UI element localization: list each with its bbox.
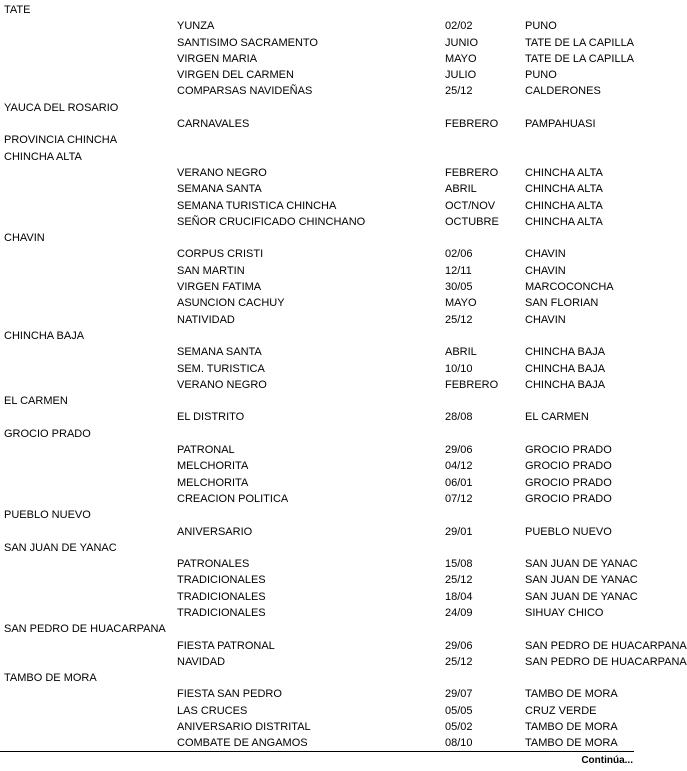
- festival-row: [0, 35, 645, 51]
- festival-row: [0, 83, 645, 99]
- festival-location: CHINCHA BAJA: [525, 378, 606, 391]
- festival-date: 15/08: [445, 558, 473, 571]
- festival-location: CHINCHA ALTA: [525, 183, 603, 196]
- festival-name: TRADICIONALES: [177, 574, 266, 587]
- festival-name: FIESTA SAN PEDRO: [177, 688, 282, 701]
- festival-row: [0, 572, 645, 588]
- festival-location: TATE DE LA CAPILLA: [525, 52, 635, 65]
- festival-location: PUEBLO NUEVO: [525, 525, 612, 538]
- festival-date: OCT/NOV: [445, 199, 496, 212]
- district-name: CHINCHA ALTA: [4, 150, 82, 163]
- festival-name: COMPARSAS NAVIDEÑAS: [177, 85, 313, 98]
- festival-row: [0, 361, 645, 377]
- festival-date: ABRIL: [445, 183, 477, 196]
- festival-date: 29/01: [445, 525, 473, 538]
- festival-date: FEBRERO: [445, 118, 499, 131]
- festival-date: 30/05: [445, 281, 473, 294]
- festival-name: SEMANA SANTA: [177, 183, 262, 196]
- festival-name: COMBATE DE ANGAMOS: [177, 737, 308, 750]
- festival-date: 06/01: [445, 476, 473, 489]
- festival-location: SAN JUAN DE YANAC: [525, 590, 638, 603]
- festival-location: SIHUAY CHICO: [525, 606, 604, 619]
- festival-row: [0, 654, 687, 670]
- festival-location: SAN JUAN DE YANAC: [525, 574, 638, 587]
- festival-location: SAN PEDRO DE HUACARPANA: [525, 639, 687, 652]
- district-header-row: [0, 621, 645, 637]
- festival-date: 07/12: [445, 492, 473, 505]
- festival-row: [0, 458, 645, 474]
- festival-name: CORPUS CRISTI: [177, 248, 264, 261]
- festival-location: TAMBO DE MORA: [525, 721, 618, 734]
- district-header-row: [0, 328, 645, 344]
- festival-date: MAYO: [445, 52, 477, 65]
- festival-date: 05/05: [445, 704, 473, 717]
- festival-row: [0, 246, 645, 262]
- festival-row: [0, 181, 645, 197]
- festival-location: CHINCHA BAJA: [525, 362, 606, 375]
- district-name: PUEBLO NUEVO: [4, 509, 91, 522]
- festival-name: CARNAVALES: [177, 118, 250, 131]
- festival-row: [0, 605, 645, 621]
- festival-row: [0, 638, 687, 654]
- festival-location: CALDERONES: [525, 85, 601, 98]
- festival-row: [0, 165, 645, 181]
- festival-name: TRADICIONALES: [177, 590, 266, 603]
- festival-row: [0, 18, 645, 34]
- district-header-row: [0, 540, 645, 556]
- festival-date: 25/12: [445, 655, 473, 668]
- festival-date: 12/11: [445, 264, 472, 277]
- festival-location: MARCOCONCHA: [525, 281, 614, 294]
- festival-location: CHAVIN: [525, 264, 566, 277]
- festival-name: FIESTA PATRONAL: [177, 639, 275, 652]
- festival-name: NAVIDAD: [177, 655, 226, 668]
- festival-location: CHAVIN: [525, 313, 566, 326]
- festival-row: [0, 409, 645, 425]
- district-header-row: [0, 2, 645, 18]
- festival-location: GROCIO PRADO: [525, 460, 612, 473]
- festival-name: SEMANA TURISTICA CHINCHA: [177, 199, 337, 212]
- festival-row: [0, 735, 645, 751]
- festival-row: [0, 279, 645, 295]
- district-header-row: [0, 149, 645, 165]
- festival-date: ABRIL: [445, 346, 477, 359]
- festival-date: 02/02: [445, 20, 473, 33]
- district-header-row: [0, 100, 645, 116]
- festival-name: VERANO NEGRO: [177, 166, 267, 179]
- festival-row: [0, 344, 645, 360]
- festival-row: [0, 442, 645, 458]
- festival-name: SEÑOR CRUCIFICADO CHINCHANO: [177, 215, 366, 228]
- district-name: CHINCHA BAJA: [4, 329, 85, 342]
- festival-name: SEM. TURISTICA: [177, 362, 265, 375]
- festival-date: 29/06: [445, 444, 473, 457]
- festival-name: VERANO NEGRO: [177, 378, 267, 391]
- festival-name: CREACION POLITICA: [177, 492, 289, 505]
- festival-date: 25/12: [445, 313, 473, 326]
- district-header-row: [0, 230, 645, 246]
- festival-location: TAMBO DE MORA: [525, 737, 618, 750]
- district-name: EL CARMEN: [4, 395, 68, 408]
- district-name: SAN PEDRO DE HUACARPANA: [4, 623, 166, 636]
- festival-location: GROCIO PRADO: [525, 444, 612, 457]
- festival-date: OCTUBRE: [445, 215, 499, 228]
- festival-date: 25/12: [445, 85, 473, 98]
- festival-row: [0, 589, 645, 605]
- festival-date: JULIO: [445, 69, 477, 82]
- festival-table: [0, 2, 687, 752]
- festival-location: CHINCHA BAJA: [525, 346, 606, 359]
- festival-name: VIRGEN MARIA: [177, 52, 258, 65]
- festival-row: [0, 377, 645, 393]
- district-header-row: [0, 670, 645, 686]
- footer-divider: [0, 751, 634, 752]
- festival-name: PATRONALES: [177, 558, 250, 571]
- district-name: PROVINCIA CHINCHA: [4, 134, 118, 147]
- festival-row: [0, 263, 645, 279]
- festival-name: SANTISIMO SACRAMENTO: [177, 36, 318, 49]
- district-header-row: [0, 132, 645, 148]
- festival-location: SAN PEDRO DE HUACARPANA: [525, 655, 687, 668]
- festival-row: [0, 214, 645, 230]
- festival-row: [0, 116, 645, 132]
- festival-name: MELCHORITA: [177, 476, 249, 489]
- festival-name: YUNZA: [177, 20, 215, 33]
- festival-name: VIRGEN FATIMA: [177, 281, 262, 294]
- festival-row: [0, 198, 645, 214]
- festival-date: MAYO: [445, 297, 477, 310]
- festival-row: [0, 295, 645, 311]
- festival-location: CHINCHA ALTA: [525, 166, 603, 179]
- district-name: YAUCA DEL ROSARIO: [4, 101, 119, 114]
- festival-date: 18/04: [445, 590, 473, 603]
- festival-row: [0, 475, 645, 491]
- district-name: TATE: [4, 4, 31, 16]
- district-name: SAN JUAN DE YANAC: [4, 541, 117, 554]
- festival-location: GROCIO PRADO: [525, 476, 612, 489]
- festival-date: 02/06: [445, 248, 473, 261]
- district-header-row: [0, 507, 645, 523]
- festival-row: [0, 67, 645, 83]
- festival-location: TAMBO DE MORA: [525, 688, 618, 701]
- district-name: CHAVIN: [4, 232, 45, 245]
- festival-row: [0, 51, 645, 67]
- festival-row: [0, 524, 645, 540]
- festival-row: [0, 703, 645, 719]
- district-name: TAMBO DE MORA: [4, 672, 97, 685]
- festival-date: 08/10: [445, 737, 473, 750]
- festival-date: 29/06: [445, 639, 473, 652]
- festival-date: 04/12: [445, 460, 473, 473]
- festival-name: MELCHORITA: [177, 460, 249, 473]
- festival-name: PATRONAL: [177, 444, 235, 457]
- festival-location: SAN FLORIAN: [525, 297, 599, 310]
- continue-label: Continúa...: [581, 755, 633, 766]
- festival-name: SAN MARTIN: [177, 264, 245, 277]
- festival-date: 28/08: [445, 411, 473, 424]
- festival-location: CRUZ VERDE: [525, 704, 597, 717]
- festival-name: ANIVERSARIO DISTRITAL: [177, 721, 311, 734]
- district-header-row: [0, 393, 645, 409]
- district-name: GROCIO PRADO: [4, 427, 91, 440]
- festival-location: EL CARMEN: [525, 411, 589, 424]
- festival-location: SAN JUAN DE YANAC: [525, 558, 638, 571]
- festival-date: 24/09: [445, 606, 473, 619]
- festival-name: EL DISTRITO: [177, 411, 245, 424]
- festival-location: PUNO: [525, 20, 557, 33]
- festival-name: NATIVIDAD: [177, 313, 235, 326]
- festival-name: SEMANA SANTA: [177, 346, 262, 359]
- festival-row: [0, 312, 645, 328]
- festival-date: FEBRERO: [445, 166, 499, 179]
- district-header-row: [0, 426, 645, 442]
- festival-name: ASUNCION CACHUY: [177, 297, 285, 310]
- festival-date: FEBRERO: [445, 378, 499, 391]
- festival-name: TRADICIONALES: [177, 606, 266, 619]
- festival-name: LAS CRUCES: [177, 704, 248, 717]
- festival-location: PUNO: [525, 69, 557, 82]
- festival-name: VIRGEN DEL CARMEN: [177, 69, 294, 82]
- festival-location: PAMPAHUASI: [525, 118, 596, 131]
- festival-location: GROCIO PRADO: [525, 492, 612, 505]
- festival-date: 29/07: [445, 688, 473, 701]
- festival-name: ANIVERSARIO: [177, 525, 253, 538]
- festival-date: JUNIO: [445, 36, 478, 49]
- festival-date: 25/12: [445, 574, 473, 587]
- festival-row: [0, 556, 645, 572]
- festival-date: 10/10: [445, 362, 473, 375]
- festival-location: CHINCHA ALTA: [525, 215, 603, 228]
- festival-location: CHAVIN: [525, 248, 566, 261]
- festival-row: [0, 719, 645, 735]
- festival-row: [0, 491, 645, 507]
- festival-date: 05/02: [445, 721, 473, 734]
- festival-location: CHINCHA ALTA: [525, 199, 603, 212]
- festival-location: TATE DE LA CAPILLA: [525, 36, 635, 49]
- festival-row: [0, 686, 645, 702]
